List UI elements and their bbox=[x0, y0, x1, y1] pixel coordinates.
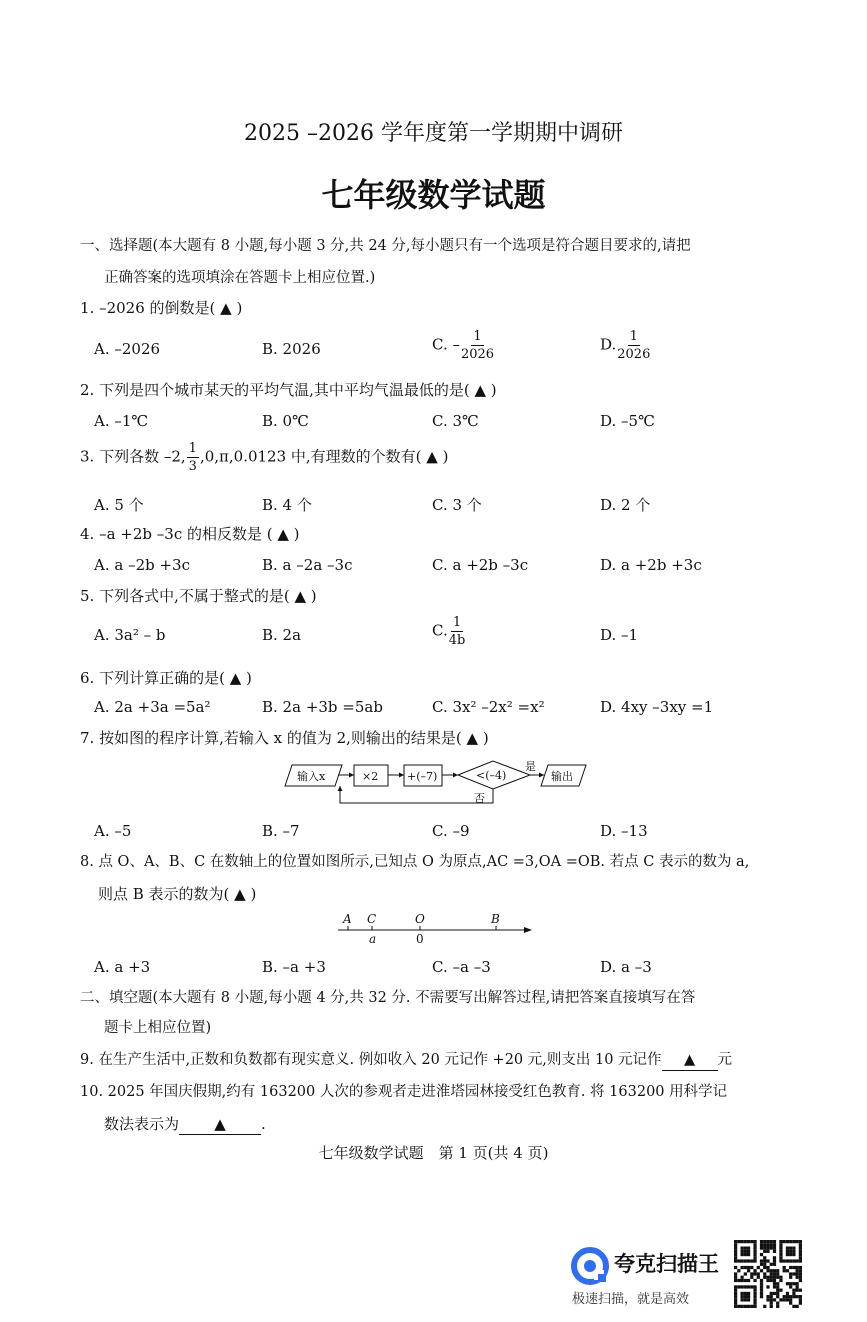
q8-stem-line2: 则点 B 表示的数为( ▲ ) bbox=[98, 885, 257, 903]
q5-option-b: B. 2a bbox=[262, 626, 302, 644]
q5-option-a: A. 3a² – b bbox=[94, 626, 166, 644]
q9-answer-blank: ▲ bbox=[662, 1050, 718, 1071]
q7-option-c: C. –9 bbox=[432, 822, 470, 840]
q9-stem bbox=[80, 1050, 732, 1071]
exam-subtitle: 七年级数学试题 bbox=[321, 176, 546, 214]
qr-code-icon bbox=[734, 1240, 802, 1308]
q3-option-a: A. 5 个 bbox=[94, 496, 144, 514]
section2-heading-line2: 题卡上相应位置) bbox=[104, 1020, 212, 1036]
q8-stem: 8. 点 O、A、B、C 在数轴上的位置如图所示,已知点 O 为原点,AC =3,OA =OB. 若点 C 表示的数为 a, bbox=[80, 854, 750, 870]
q6-option-b: B. 2a +3b =5ab bbox=[262, 698, 383, 716]
section2-heading: 二、填空题(本大题有 8 小题,每小题 4 分,共 32 分. 不需要写出解答过程,请把答案直接填写在答 bbox=[80, 990, 696, 1006]
q5-option-d: D. –1 bbox=[600, 626, 639, 644]
q8-option-d: D. a –3 bbox=[600, 958, 652, 976]
section1-heading-line2: 正确答案的选项填涂在答题卡上相应位置.) bbox=[104, 270, 376, 286]
q1-option-a: A. –2026 bbox=[94, 340, 161, 358]
q6-option-c: C. 3x² –2x² =x² bbox=[432, 698, 545, 716]
q3-stem-start: 3. 下列各数 –2, bbox=[80, 447, 186, 466]
flow-input-label: 输入x bbox=[297, 770, 326, 783]
scanner-watermark bbox=[570, 1242, 740, 1308]
q6-option-d: D. 4xy –3xy =1 bbox=[600, 698, 714, 716]
flow-no-label: 否 bbox=[474, 792, 485, 805]
q1-d-numerator: 1 bbox=[629, 329, 638, 344]
scanner-brand-name: 夸克扫描王 bbox=[614, 1252, 719, 1276]
exam-header-title: 2025 –2026 学年度第一学期期中调研 bbox=[244, 121, 623, 146]
scanner-slogan: 极速扫描，就是高效 bbox=[572, 1292, 690, 1307]
q3-option-d: D. 2 个 bbox=[600, 496, 651, 514]
q3-stem bbox=[80, 442, 448, 473]
q8-option-a: A. a +3 bbox=[94, 958, 151, 976]
q10-answer-blank: ▲ bbox=[179, 1114, 261, 1135]
q6-option-a: A. 2a +3a =5a² bbox=[94, 698, 211, 716]
page-footer: 七年级数学试题 第 1 页(共 4 页) bbox=[318, 1144, 549, 1162]
q10-end: . bbox=[261, 1115, 266, 1133]
q3-option-c: C. 3 个 bbox=[432, 496, 482, 514]
q10-stem-line2 bbox=[104, 1114, 266, 1135]
q2-stem: 2. 下列是四个城市某天的平均气温,其中平均气温最低的是( ▲ ) bbox=[80, 381, 497, 399]
q3-fraction bbox=[187, 442, 199, 473]
q1-c-numerator: 1 bbox=[473, 329, 482, 344]
q5-option-c bbox=[432, 616, 466, 647]
section1-heading: 一、选择题(本大题有 8 小题,每小题 3 分,共 24 分,每小题只有一个选项是符合题目要求的,请把 bbox=[80, 238, 691, 254]
q3-denominator: 3 bbox=[188, 459, 197, 474]
q1-option-b: B. 2026 bbox=[262, 340, 321, 358]
q7-option-b: B. –7 bbox=[262, 822, 300, 840]
q8-option-b: B. –a +3 bbox=[262, 958, 326, 976]
q2-option-c: C. 3℃ bbox=[432, 412, 479, 430]
q7-option-a: A. –5 bbox=[94, 822, 132, 840]
q1-option-c-fraction bbox=[461, 330, 494, 361]
q2-option-b: B. 0℃ bbox=[262, 412, 309, 430]
q5-option-c-fraction bbox=[449, 616, 466, 647]
q1-option-c bbox=[432, 330, 495, 361]
q6-stem: 6. 下列计算正确的是( ▲ ) bbox=[80, 669, 252, 687]
q4-option-a: A. a –2b +3c bbox=[94, 556, 191, 574]
q1-d-denominator: 2026 bbox=[617, 347, 651, 362]
q2-option-d: D. –5℃ bbox=[600, 412, 655, 430]
point-b-label: B bbox=[491, 912, 500, 926]
number-line-arrow bbox=[524, 927, 532, 933]
q10-stem: 10. 2025 年国庆假期,约有 163200 人次的参观者走进淮塔园林接受红色教育. 将 163200 用科学记 bbox=[80, 1084, 728, 1100]
point-c-label: C bbox=[367, 912, 377, 926]
q10-text: 数法表示为 bbox=[104, 1115, 180, 1133]
q5-stem: 5. 下列各式中,不属于整式的是( ▲ ) bbox=[80, 587, 317, 605]
q4-option-b: B. a –2a –3c bbox=[262, 556, 353, 574]
flow-multiply-label: ×2 bbox=[362, 770, 379, 783]
q2-option-a: A. –1℃ bbox=[94, 412, 149, 430]
q9-unit: 元 bbox=[717, 1052, 733, 1068]
q4-stem: 4. –a +2b –3c 的相反数是 ( ▲ ) bbox=[80, 525, 300, 543]
q3-option-b: B. 4 个 bbox=[262, 496, 312, 514]
q1-option-d-prefix: D. bbox=[600, 335, 617, 354]
point-a-label: A bbox=[343, 912, 352, 926]
q1-stem: 1. –2026 的倒数是( ▲ ) bbox=[80, 299, 243, 317]
q7-flowchart bbox=[280, 758, 600, 808]
q1-c-denominator: 2026 bbox=[460, 347, 495, 362]
q8-option-c: C. –a –3 bbox=[432, 958, 491, 976]
q4-option-d: D. a +2b +3c bbox=[600, 556, 702, 574]
origin-value-label: 0 bbox=[416, 932, 424, 946]
q5-c-numerator: 1 bbox=[452, 615, 462, 630]
q7-option-d: D. –13 bbox=[600, 822, 648, 840]
q1-option-d bbox=[600, 330, 651, 361]
q7-stem: 7. 按如图的程序计算,若输入 x 的值为 2,则输出的结果是( ▲ ) bbox=[80, 729, 489, 747]
flow-add-label: +(–7) bbox=[407, 770, 438, 783]
q1-option-c-prefix: C. – bbox=[432, 335, 460, 354]
q3-stem-end: ,0,π,0.0123 中,有理数的个数有( ▲ ) bbox=[199, 447, 449, 466]
q1-option-d-fraction bbox=[617, 330, 650, 361]
point-o-label: O bbox=[415, 912, 425, 926]
scanner-logo-icon bbox=[570, 1246, 610, 1286]
flow-output-label: 输出 bbox=[551, 770, 573, 783]
q5-option-c-prefix: C. bbox=[432, 621, 448, 640]
q8-number-line bbox=[330, 910, 540, 946]
q5-c-denominator: 4b bbox=[448, 633, 466, 648]
flow-yes-label: 是 bbox=[525, 760, 536, 773]
q9-text: 9. 在生产生活中,正数和负数都有现实意义. 例如收入 20 元记作 +20 元,则支出 10 元记作 bbox=[80, 1052, 662, 1068]
point-c-value-label: a bbox=[369, 932, 377, 946]
q4-option-c: C. a +2b –3c bbox=[432, 556, 529, 574]
q3-numerator: 1 bbox=[188, 441, 197, 456]
flow-condition-label: <(–4) bbox=[476, 769, 507, 782]
